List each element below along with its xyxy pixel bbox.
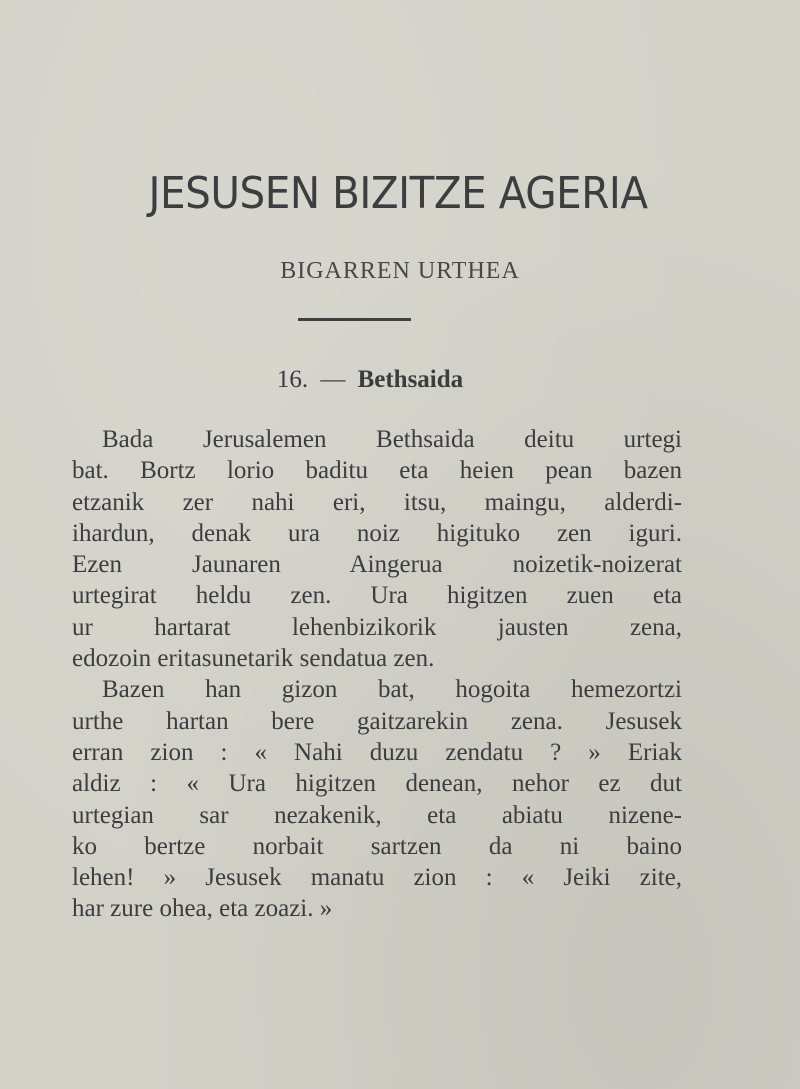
paragraph-2: [72, 674, 682, 924]
text-line: ur hartarat lehenbizikorik jausten zena,: [72, 613, 682, 641]
body-text: [72, 424, 682, 925]
page-subtitle: BIGARREN URTHEA: [280, 258, 520, 284]
text-line: etzanik zer nahi eri, itsu, maingu, alderdi-: [72, 488, 682, 516]
text-line: har zure ohea, eta zoazi. »: [72, 895, 333, 923]
text-line: Ezen Jaunaren Aingerua noizetik-noizerat: [72, 551, 682, 579]
text-line: urthe hartan bere gaitzarekin zena. Jesusek: [72, 707, 682, 735]
text-line: urtegian sar nezakenik, eta abiatu nizene-: [72, 801, 682, 829]
text-line: urtegirat heldu zen. Ura higitzen zuen eta: [72, 582, 682, 610]
text-line: aldiz : « Ura higitzen denean, nehor ez dut: [72, 770, 682, 798]
section-dash: —: [320, 366, 346, 393]
text-line: erran zion : « Nahi duzu zendatu ? » Eriak: [72, 738, 682, 766]
section-title: Bethsaida: [357, 366, 464, 393]
text-line: ko bertze norbait sartzen da ni baino: [72, 832, 682, 860]
text-line: lehen! » Jesusek manatu zion : « Jeiki zite,: [72, 864, 682, 892]
text-line: edozoin eritasunetarik sendatua zen.: [72, 645, 435, 673]
title-divider: [298, 318, 411, 321]
section-number: 16.: [276, 366, 309, 393]
text-line: Bada Jerusalemen Bethsaida deitu urtegi: [102, 426, 682, 453]
text-line: Bazen han gizon bat, hogoita hemezortzi: [102, 676, 682, 704]
page-title: JESUSEN BIZITZE AGERIA: [148, 168, 648, 219]
paragraph-1: [72, 424, 682, 674]
section-heading: [0, 366, 740, 394]
text-line: bat. Bortz lorio baditu eta heien pean bazen: [72, 457, 682, 485]
text-line: ihardun, denak ura noiz higituko zen iguri.: [72, 519, 682, 547]
